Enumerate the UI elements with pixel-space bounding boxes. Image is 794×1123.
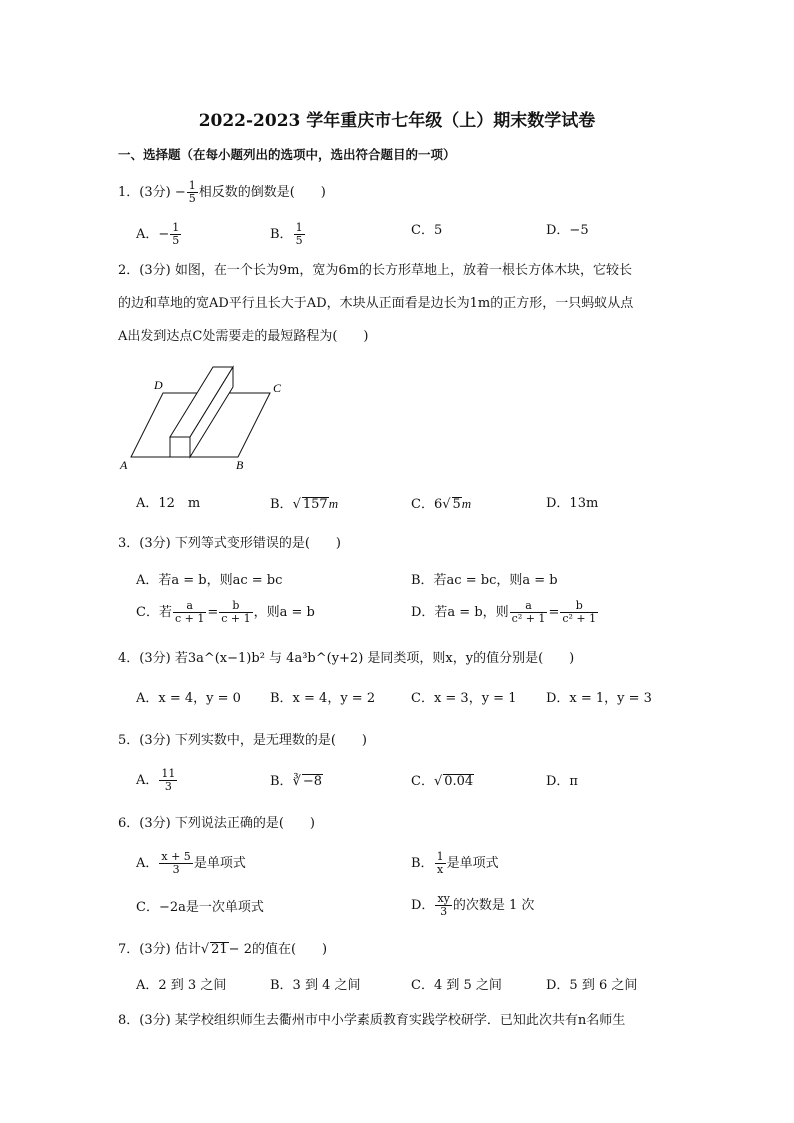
q7-option-d[interactable]: D．5 到 6 之间	[546, 978, 638, 993]
q4-option-d[interactable]: D．x = 1，y = 3	[546, 691, 652, 706]
q2-figure	[118, 360, 318, 475]
question-5: 5．(3分) 下列实数中，是无理数的是( )	[118, 733, 367, 748]
question-6: 6．(3分) 下列说法正确的是( )	[118, 816, 315, 831]
q1-option-a[interactable]: A．− $\frac{1}{5}$	[136, 221, 180, 247]
question-3: 3．(3分) 下列等式变形错误的是( )	[118, 536, 341, 551]
question-2-line-3: A出发到达点C处需要走的最短路程为( )	[118, 329, 369, 344]
q2-option-d[interactable]: D．13m	[546, 496, 599, 511]
q1-option-c[interactable]: C．5	[411, 223, 443, 238]
question-7: 7．(3分) 估计√ 21− 2的值在( )	[118, 942, 328, 957]
q7-option-b[interactable]: B．3 到 4 之间	[270, 978, 361, 993]
q7-option-c[interactable]: C．4 到 5 之间	[411, 978, 502, 993]
q5-option-d[interactable]: D．π	[546, 774, 578, 789]
q5-option-c[interactable]: C．√ 0.04	[411, 774, 474, 789]
label-d: D	[154, 378, 163, 392]
q7-option-a[interactable]: A．2 到 3 之间	[136, 978, 227, 993]
question-1: 1．(3分) − $\frac{1}{5}$ 相反数的倒数是( )	[118, 179, 326, 205]
q3-option-d[interactable]: D．若a = b，则 $\frac{a}{\text{c² + 1}}$ = $\frac{b}{\text{c² + 1}}$	[411, 599, 597, 625]
q1-option-b[interactable]: B． $\frac{1}{5}$	[270, 221, 303, 247]
block-front-face	[170, 437, 190, 457]
q3-option-b[interactable]: B．若ac = bc，则a = b	[411, 573, 558, 588]
q2-option-a[interactable]: A．12 m	[136, 496, 201, 511]
question-4: 4．(3分) 若3a^(x−1)b² 与 4a³b^(y+2) 是同类项，则x，y的值分别是( )	[118, 651, 575, 666]
q6-option-d[interactable]: D． $\frac{xy}{3}$ 的次数是 1 次	[411, 892, 535, 918]
label-a: A	[120, 458, 128, 472]
page-title: 2022-2023 学年重庆市七年级（上）期末数学试卷	[198, 111, 596, 131]
question-8: 8．(3分) 某学校组织师生去衢州市中小学素质教育实践学校研学．已知此次共有n名师生	[118, 1013, 626, 1028]
q2-option-b[interactable]: B．√ 157m	[270, 496, 339, 512]
question-2-line-2: 的边和草地的宽AD平行且长大于AD，木块从正面看是边长为1m的正方形，一只蚂蚁从点	[118, 296, 634, 311]
q4-option-b[interactable]: B．x = 4，y = 2	[270, 691, 376, 706]
q4-option-a[interactable]: A．x = 4，y = 0	[136, 691, 241, 706]
q5-option-b[interactable]: B．∛ −8	[270, 774, 323, 789]
section-heading: 一、选择题（在每小题列出的选项中，选出符合题目的一项）	[118, 147, 456, 162]
label-b: B	[236, 458, 244, 472]
q4-option-c[interactable]: C．x = 3，y = 1	[411, 691, 517, 706]
question-2-line-1: 2．(3分) 如图，在一个长为9m，宽为6m的长方形草地上，放着一根长方体木块，它较长	[118, 263, 633, 278]
q6-option-c[interactable]: C．−2a是一次单项式	[136, 900, 264, 915]
q6-option-b[interactable]: B． $\frac{1}{x}$ 是单项式	[411, 850, 499, 876]
label-c: C	[273, 381, 282, 395]
q3-option-c[interactable]: C．若 $\frac{a}{c + 1}$ = $\frac{b}{c + 1}$ ，则a = b	[136, 599, 315, 625]
q6-option-a[interactable]: A． $\frac{x + 5}{3}$ 是单项式	[136, 850, 246, 876]
q1-option-d[interactable]: D．−5	[546, 223, 589, 238]
q5-option-a[interactable]: A． $\frac{11}{3}$	[136, 767, 176, 793]
q3-option-a[interactable]: A．若a = b，则ac = bc	[136, 573, 283, 588]
q2-option-c[interactable]: C．6√ 5m	[411, 496, 472, 512]
